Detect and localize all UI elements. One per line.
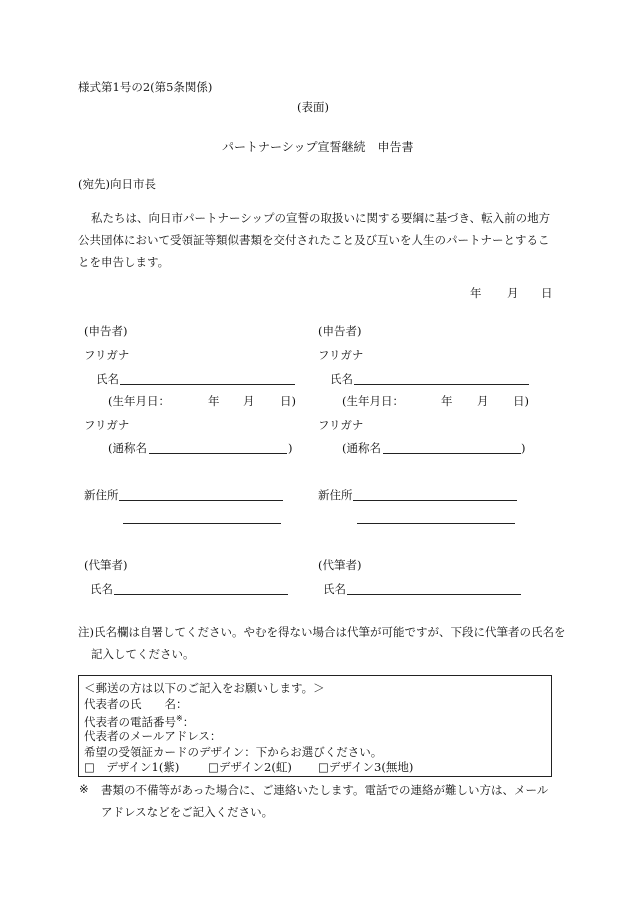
rep-phone-label — [84, 715, 194, 728]
applicant-2-heading: (申告者) — [318, 324, 362, 338]
applicant-1-heading: (申告者) — [84, 324, 128, 338]
proxy-2-name-label: 氏名 — [323, 582, 346, 596]
applicant-1-birth-label: (生年月日： — [108, 394, 170, 408]
form-number: 様式第1号の2(第5条関係) — [78, 80, 213, 94]
applicant-1-name-label: 氏名 — [96, 372, 119, 386]
applicant-1-name-field[interactable] — [120, 384, 295, 385]
applicant-2-address-label: 新住所 — [318, 488, 353, 502]
applicant-1-alias-field[interactable] — [149, 453, 287, 454]
applicant-2-name-label: 氏名 — [330, 372, 353, 386]
design-option-1[interactable]: □ デザイン1(紫) — [84, 760, 180, 774]
applicant-1-furigana2-label: フリガナ — [84, 418, 130, 432]
applicant-1-address-label: 新住所 — [84, 488, 119, 502]
addressee: (宛先)向日市長 — [78, 177, 156, 191]
rep-phone-colon: ： — [182, 714, 195, 729]
applicant-1-birth-month: 月 — [243, 394, 255, 408]
applicant-1-address-field[interactable] — [119, 500, 283, 501]
signature-note: 注)氏名欄は自署してください。やむを得ない場合は代筆が可能ですが、下段に代筆者の氏名を記入してください。 — [78, 625, 566, 661]
applicant-2-furigana-label: フリガナ — [318, 348, 364, 362]
rep-phone-mark: ※ — [176, 714, 183, 723]
applicant-2-birth-day: 日) — [513, 394, 529, 408]
applicant-1-address-field-2[interactable] — [123, 523, 281, 524]
applicant-2-alias-close: ) — [521, 441, 526, 455]
design-option-2[interactable]: □デザイン2(虹) — [208, 760, 292, 774]
mail-box-header: ＜郵送の方は以下のご記入をお願いします。＞ — [84, 681, 325, 695]
proxy-2-heading: (代筆者) — [318, 558, 362, 572]
date-day: 日 — [541, 286, 553, 300]
applicant-1-birth-year: 年 — [208, 394, 220, 408]
applicant-2-address-field-2[interactable] — [357, 523, 515, 524]
footnote-text: 書類の不備等があった場合に、ご連絡いたします。電話での連絡が難しい方は、メールアドレスなどをご記入ください。 — [101, 783, 549, 819]
applicant-2-alias-field[interactable] — [383, 453, 521, 454]
applicant-1-alias-label: (通称名 — [108, 441, 147, 455]
applicant-2-birth-label: (生年月日： — [342, 394, 404, 408]
rep-name-label: 代表者の氏 名： — [84, 697, 188, 711]
mail-info-box — [78, 675, 552, 777]
applicant-2-birth-month: 月 — [477, 394, 489, 408]
applicant-1-furigana-label: フリガナ — [84, 348, 130, 362]
design-option-3[interactable]: □デザイン3(無地) — [318, 760, 414, 774]
date-year: 年 — [470, 286, 482, 300]
footnote-mark: ※ — [79, 782, 89, 796]
form-title: パートナーシップ宣誓継続 申告書 — [222, 140, 414, 154]
rep-email-label: 代表者のメールアドレス： — [84, 729, 222, 743]
rep-phone-text: 代表者の電話番号 — [84, 714, 176, 729]
applicant-2-address-field[interactable] — [353, 500, 517, 501]
applicant-1-birth-day: 日) — [280, 394, 296, 408]
proxy-1-name-field[interactable] — [114, 594, 288, 595]
date-month: 月 — [507, 286, 519, 300]
applicant-1-alias-close: ) — [288, 441, 293, 455]
applicant-2-furigana2-label: フリガナ — [318, 418, 364, 432]
applicant-2-birth-year: 年 — [441, 394, 453, 408]
proxy-2-name-field[interactable] — [347, 594, 521, 595]
proxy-1-heading: (代筆者) — [84, 558, 128, 572]
proxy-1-name-label: 氏名 — [90, 582, 113, 596]
design-label: 希望の受領証カードのデザイン：下からお選びください。 — [84, 745, 383, 759]
side-label: (表面) — [297, 100, 329, 114]
applicant-2-alias-label: (通称名 — [342, 441, 381, 455]
declaration-body: 私たちは、向日市パートナーシップの宣誓の取扱いに関する要綱に基づき、転入前の地方公共団体において受領証等類似書類を交付されたこと及び互いを人生のパートナーとすることを申告します。 — [78, 211, 551, 269]
applicant-2-name-field[interactable] — [354, 384, 529, 385]
